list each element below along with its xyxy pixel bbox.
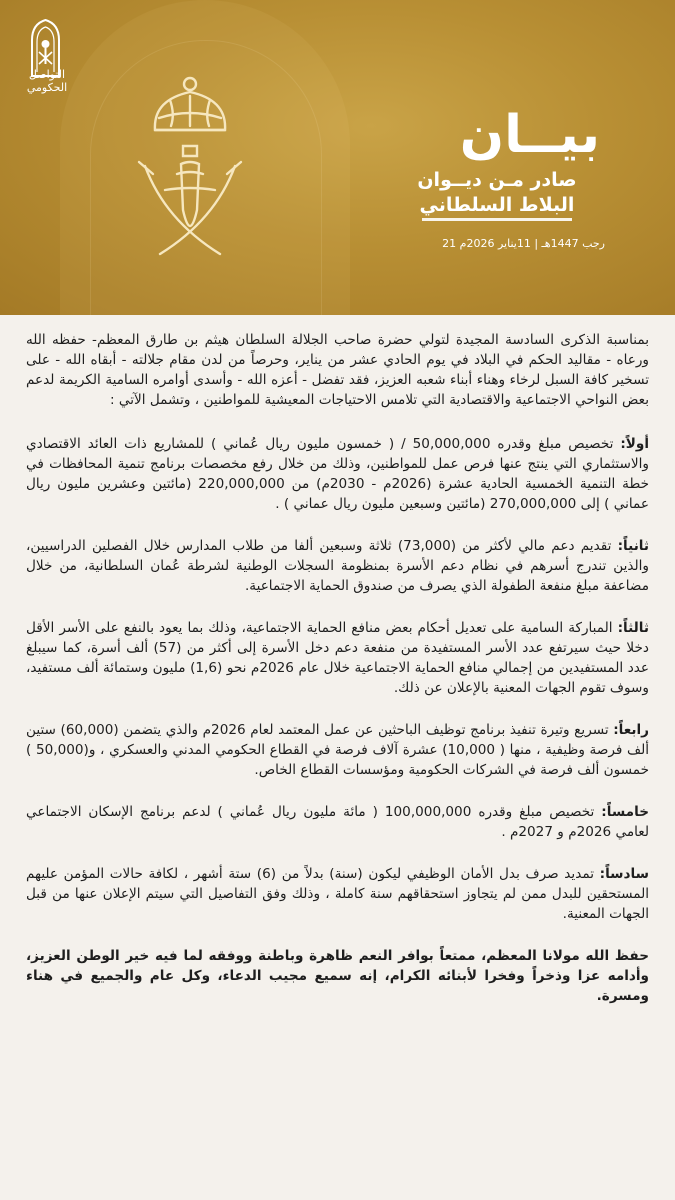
subtitle-underline bbox=[422, 218, 572, 221]
header-banner bbox=[0, 0, 675, 315]
item-text: تمديد صرف بدل الأمان الوظيفي ليكون (سنة) بدلاً من (6) ستة أشهر ، لكافة حالات المؤمن عليهم المستحقين للبدل ممن لم يتجاوز استحقاقهم سنة كاملة ، وذلك وفق التفاصيل التي سيتم الإعلان عنها من قبل الجهات المعنية. bbox=[26, 866, 649, 922]
item-paragraph bbox=[26, 618, 649, 698]
item-paragraph bbox=[26, 864, 649, 924]
item-text: تخصيص مبلغ وقدره 100,000,000 ( مائة مليون ريال عُماني ) لدعم برنامج الإسكان الاجتماعي لعامي 2026م و 2027م . bbox=[26, 804, 649, 840]
statement-title: بيــان bbox=[459, 105, 600, 165]
item-paragraph bbox=[26, 536, 649, 596]
item-paragraph bbox=[26, 720, 649, 780]
item-label: خامساً: bbox=[601, 804, 649, 820]
statement-date: 21 رجب 1447هـ | 11يناير 2026م bbox=[442, 237, 605, 250]
item-paragraph bbox=[26, 434, 649, 514]
subtitle-line2: البلاط السلطاني bbox=[419, 194, 575, 216]
national-emblem-icon bbox=[125, 70, 255, 270]
item-paragraph bbox=[26, 802, 649, 842]
statement-subtitle bbox=[387, 168, 607, 221]
logo-text-line2: الحكومي bbox=[26, 81, 68, 94]
logo-text bbox=[12, 68, 82, 94]
item-text: تسريع وتيرة تنفيذ برنامج توظيف الباحثين عن عمل المعتمد لعام 2026م والذي يتضمن (60,000) ستين ألف فرصة وظيفية ، منها ( 10,000) عشرة آلاف فرصة في القطاع الحكومي المدني والعسكري ، و(50,000 ) خمسون ألف فرصة في الشركات الحكومية ومؤسسات القطاع الخاص. bbox=[26, 722, 649, 778]
item-text: تقديم دعم مالي لأكثر من (73,000) ثلاثة وسبعين ألفا من طلاب المدارس خلال الفصلين الدراسيين، والذين تندرج أسرهم في نظام دعم الأسرة بمنظومة السجلات الوطنية لشرطة عُمان السلطانية، من خلال مضاعفة مبلغ منفعة الطفولة الذي يصرف من صندوق الحماية الاجتماعية. bbox=[26, 538, 649, 594]
item-label: أولاً: bbox=[620, 436, 650, 452]
item-text: تخصيص مبلغ وقدره 50,000,000 / ( خمسون مليون ريال عُماني ) للمشاريع ذات العائد الاقتصادي والاستثماري التي ينتج عنها فرص عمل للمواطنين، وذلك من خلال رفع مخصصات برنامج تنمية المحافظات في خطة التنمية الخمسية الحادية عشرة (2026م - 2030م) من 220,000,000 (مائتين وعشرين مليون ريال عماني ) إلى 270,000,000 (مائتين وسبعين مليون ريال عماني ) . bbox=[26, 436, 649, 512]
item-label: ثالثاً: bbox=[617, 620, 649, 636]
intro-paragraph: بمناسبة الذكرى السادسة المجيدة لتولي حضرة صاحب الجلالة السلطان هيثم بن طارق المعظم- حفظه الله ورعاه - مقاليد الحكم في البلاد في يوم الحادي عشر من يناير، وحرصاً من لدن مقام جلالته - أبقاه الله - على تسخير كافة السبل لرخاء وهناء أبناء شعبه العزيز، فقد تفضل - أعزه الله - وأسدى أوامره السامية الكريمة لدعم بعض النواحي الاجتماعية والاقتصادية التي تلامس الاحتياجات المعيشية للمواطنين ، وتشمل الآتي : bbox=[26, 332, 649, 408]
closing-paragraph: حفظ الله مولانا المعظم، ممتعاً بوافر النعم ظاهرة وباطنة ووفقه لما فيه خير الوطن العزيز، وأدامه عزا وذخراً وفخرا لأبنائه الكرام، إنه سميع مجيب الدعاء، وكل عام والجميع في هناء ومسرة. bbox=[26, 948, 649, 1004]
statement-body bbox=[26, 330, 649, 1028]
subtitle-line1: صادر مـن ديــوان bbox=[417, 169, 577, 191]
item-label: ثانياً: bbox=[617, 538, 650, 554]
item-label: رابعاً: bbox=[613, 722, 649, 738]
item-text: المباركة السامية على تعديل أحكام بعض منافع الحماية الاجتماعية، وذلك بما يعود بالنفع على الأسر الأقل دخلا حيث سيرتفع عدد الأسر المستفيدة من منفعة دعم دخل الأسرة إلى أكثر من (57) ألف أسرة، كما سيبلغ عدد المستفيدين من إجمالي منافع الحماية الاجتماعية خلال عام 2026م نحو (1,6) مليون وستمائة ألف مستفيد، وسوف تقوم الجهات المعنية بالإعلان عن ذلك. bbox=[26, 620, 649, 696]
logo-text-line1: التواصل bbox=[28, 68, 66, 81]
item-label: سادساً: bbox=[599, 866, 649, 882]
